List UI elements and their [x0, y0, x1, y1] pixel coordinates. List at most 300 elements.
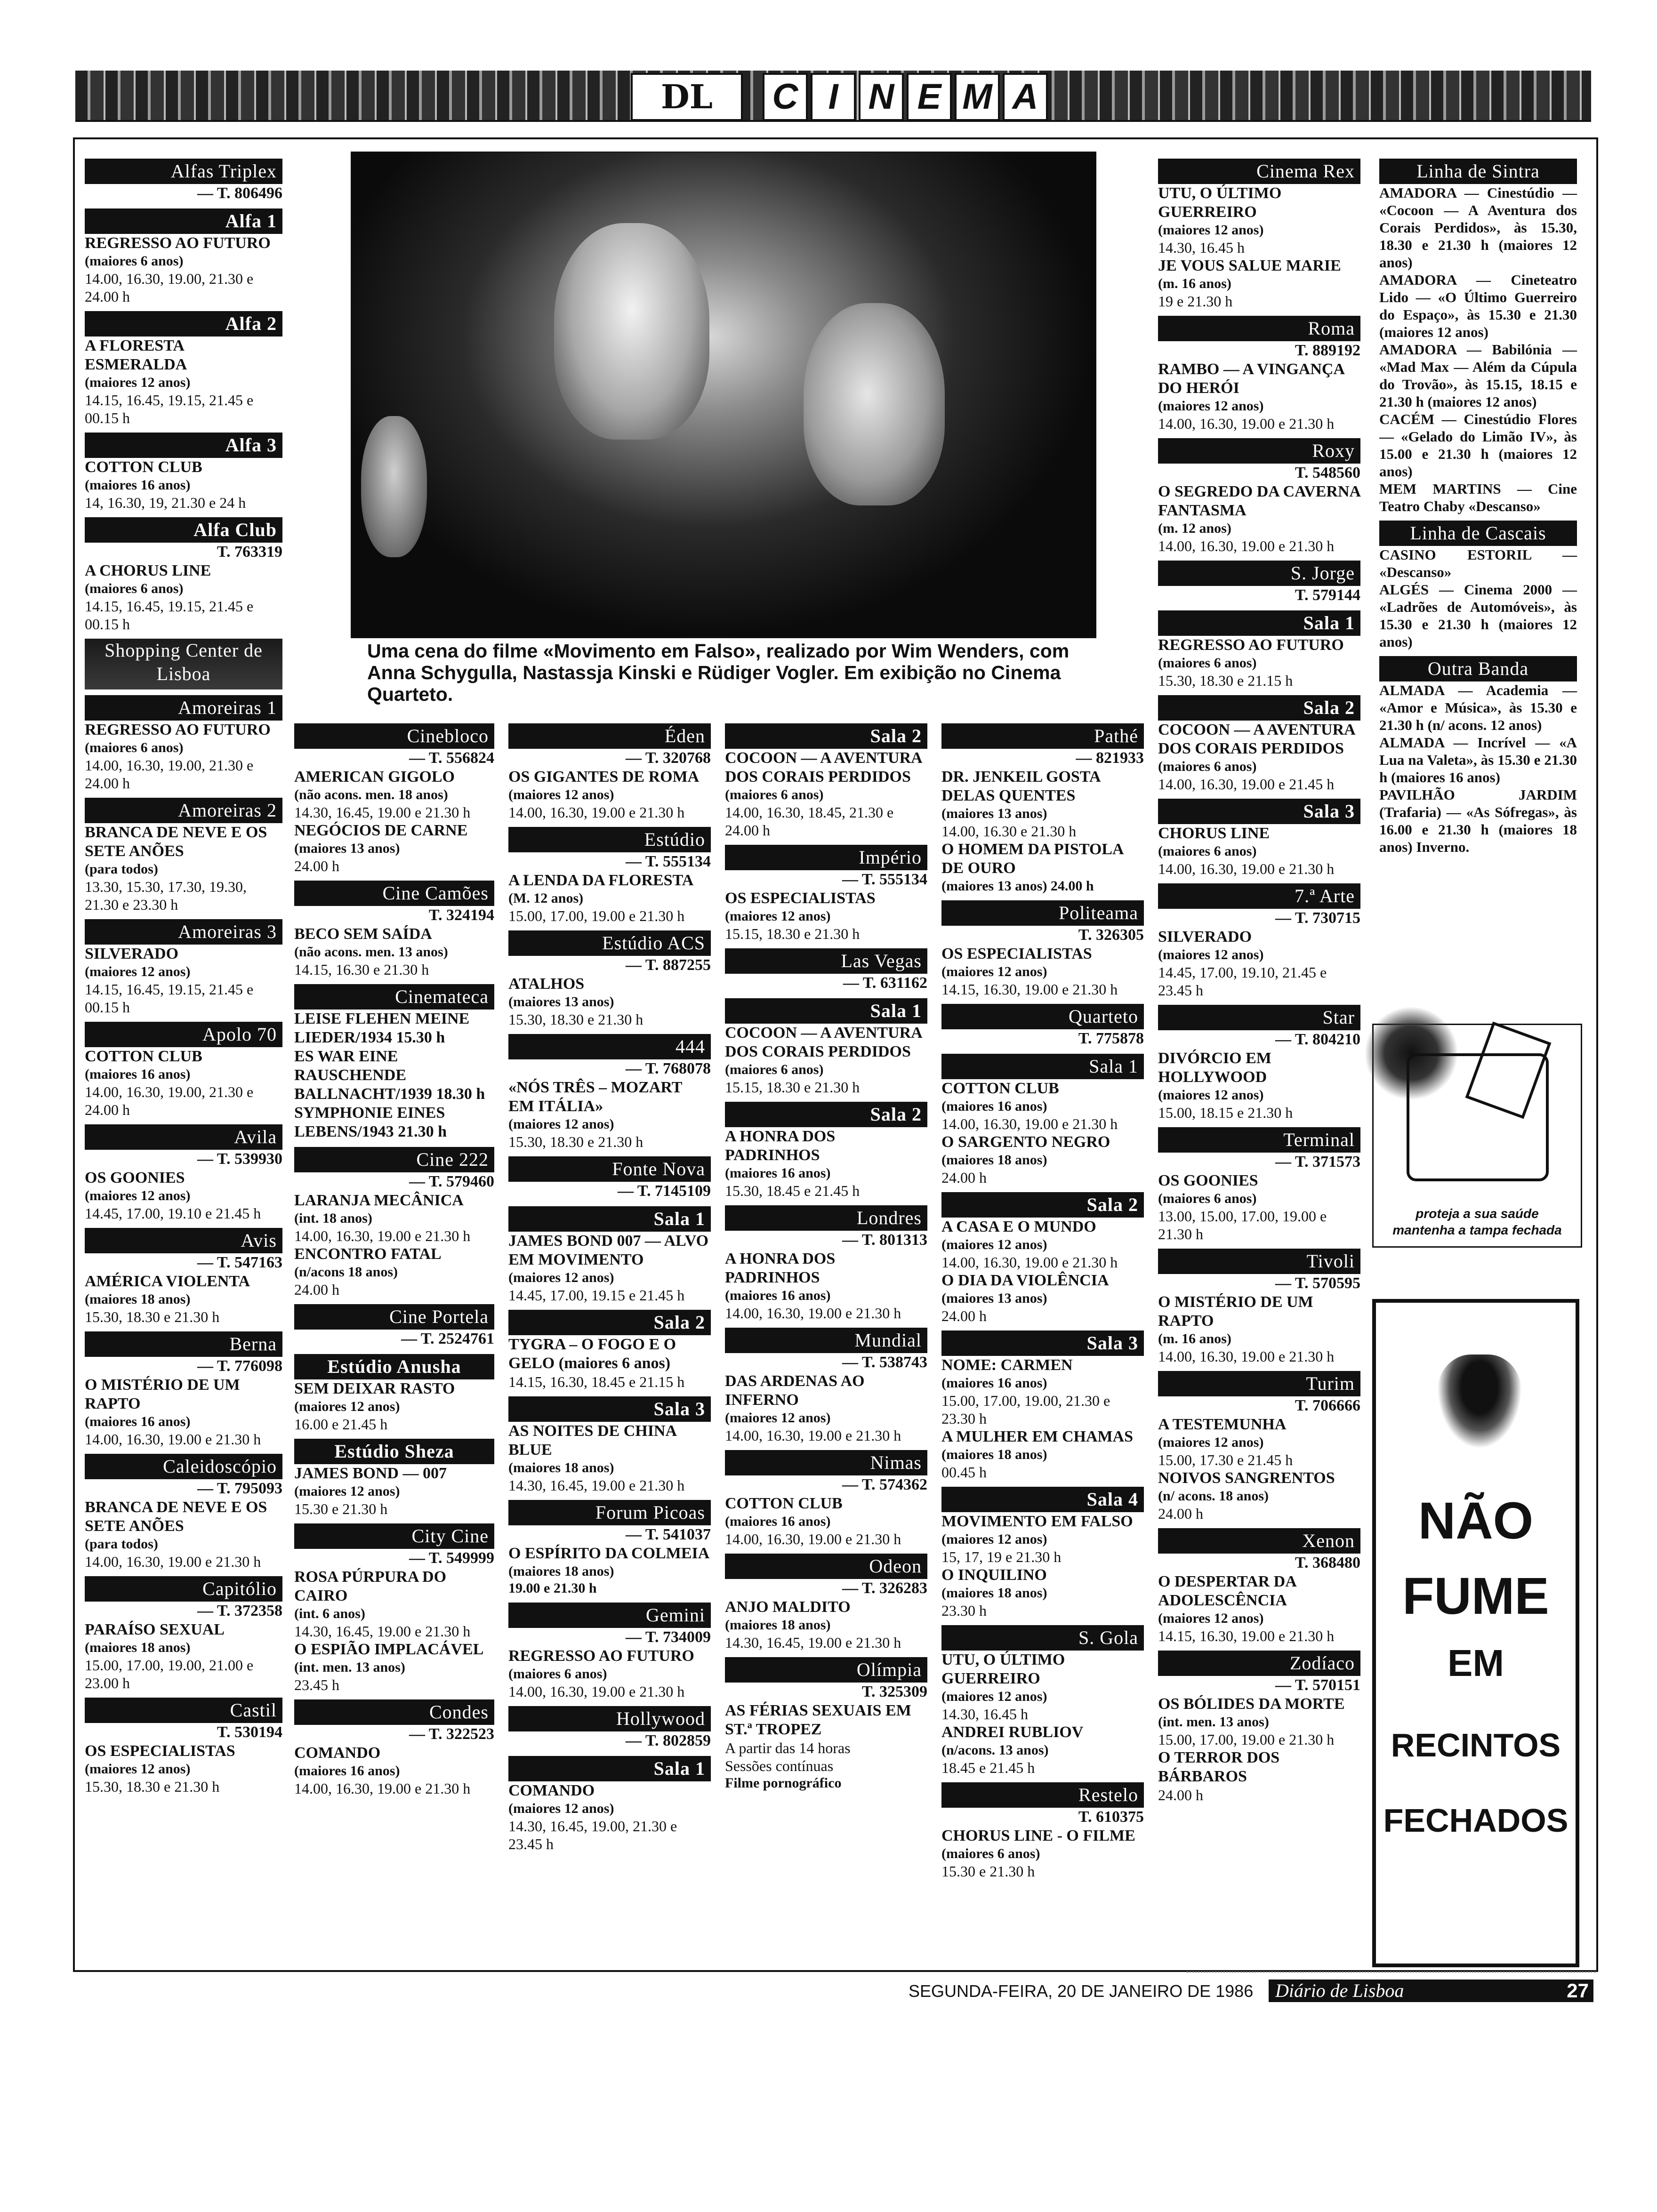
- ad-word-1: NÃO: [1418, 1492, 1534, 1550]
- cinema-phone: T. 763319: [217, 543, 282, 561]
- film-title: OS ESPECIALISTAS: [725, 890, 876, 907]
- rating-note: (maiores 16 anos): [294, 1763, 400, 1779]
- section-letter: A: [1003, 73, 1048, 121]
- rating-note: (maiores 18 anos): [508, 1563, 614, 1579]
- film-title: REGRESSO AO FUTURO: [1158, 636, 1344, 654]
- listings-column-6: [1158, 153, 1360, 1804]
- showtimes: 15.00, 17.00, 19.00, 21.30 e 23.30 h: [941, 1392, 1110, 1427]
- rating-note: (maiores 13 anos): [941, 806, 1047, 821]
- rating-note: (maiores 12 anos): [941, 1689, 1047, 1704]
- cinema-listing: [85, 1124, 282, 1222]
- cinema-listing: [1158, 1005, 1360, 1122]
- cinema-phone: — T. 631162: [843, 974, 927, 992]
- cinema-listing: [1158, 1528, 1360, 1645]
- rating-note: (maiores 6 anos): [1158, 1191, 1257, 1206]
- cinema-listing: [508, 1206, 711, 1304]
- rating-note: (maiores 6 anos): [1158, 843, 1257, 859]
- showtimes: 14.30, 16.45 h: [941, 1706, 1028, 1723]
- rating-note: (int. 18 anos): [294, 1210, 372, 1226]
- background-figure-photo: [361, 416, 427, 557]
- footer-dotted-rule: [1186, 1971, 1596, 1972]
- showtimes: 14.00, 16.30, 19.00 e 21.30 h: [508, 804, 685, 821]
- cinema-listing: [1158, 1651, 1360, 1804]
- rating-note: (maiores 16 anos): [725, 1165, 831, 1181]
- cinema-listing: [294, 723, 494, 875]
- film-title: COCOON — A AVENTURA DOS CORAIS PERDIDOS: [725, 1024, 922, 1060]
- smoker-figure-icon: [1437, 1354, 1522, 1449]
- film-title: ALMADA — Incrível — «A Lua na Valeta», às 15.30 e 21.30 h (maiores 16 anos): [1379, 734, 1577, 785]
- cinema-listing: [1158, 883, 1360, 999]
- rating-note: (maiores 12 anos): [294, 1399, 400, 1414]
- rating-note: (maiores 18 anos): [85, 1640, 191, 1655]
- cinema-phone: T. 775878: [1078, 1030, 1144, 1047]
- rating-note: (maiores 13 anos) 24.00 h: [941, 878, 1094, 894]
- cinema-phone: T. 326305: [1078, 926, 1144, 944]
- no-smoking-ad: [1372, 1299, 1579, 1967]
- showtimes: 14.30, 16.45, 19.00, 21.30 e 23.45 h: [508, 1818, 677, 1852]
- showtimes: 14.00, 16.30, 19.00, 21.30 e 24.00 h: [85, 1083, 254, 1118]
- cinema-listing: [85, 517, 282, 633]
- rating-note: (int. men. 13 anos): [294, 1659, 405, 1675]
- actress-face-photo: [804, 303, 945, 505]
- cinema-name-header: Império: [725, 845, 927, 870]
- cinema-phone: — T. 538743: [842, 1354, 927, 1371]
- showtimes: 13.00, 15.00, 17.00, 19.00 e 21.30 h: [1158, 1208, 1327, 1242]
- showtimes: 23.45 h: [294, 1676, 339, 1693]
- cinema-phone: — T. 802859: [625, 1732, 711, 1749]
- cinema-name-header: Cinemateca: [294, 984, 494, 1010]
- showtimes: 14.15, 16.30, 18.45 e 21.15 h: [508, 1373, 685, 1390]
- rating-note: (maiores 12 anos): [1158, 1087, 1264, 1103]
- page-number: 27: [1567, 1980, 1589, 2002]
- cinema-listing: [85, 1228, 282, 1326]
- showtimes: Sessões contínuas: [725, 1757, 834, 1774]
- rating-note: (maiores 13 anos): [294, 841, 400, 856]
- rating-note: (int. men. 13 anos): [1158, 1714, 1269, 1730]
- cinema-listing: [725, 1205, 927, 1322]
- cinema-phone: — T. 579460: [409, 1173, 494, 1190]
- rating-note: (n/acons 18 anos): [294, 1264, 398, 1280]
- cinema-phone: T. 889192: [1295, 342, 1360, 359]
- film-title: CASINO ESTORIL — «Descanso»: [1379, 546, 1577, 580]
- cinema-listing: [941, 1004, 1144, 1048]
- cinema-listing: [85, 639, 282, 689]
- showtimes: 15.15, 18.30 e 21.30 h: [725, 1079, 860, 1096]
- cinema-name-header: Londres: [725, 1205, 927, 1231]
- rating-note: (maiores 16 anos): [941, 1098, 1047, 1114]
- showtimes: 24.00 h: [1158, 1787, 1203, 1803]
- showtimes: 14.00, 16.30, 19.00 e 21.30 h: [1158, 860, 1335, 877]
- cinema-phone: — T. 372358: [197, 1602, 282, 1619]
- cinema-name-header: Sala 4: [941, 1487, 1144, 1512]
- showtimes: 14.00, 16.30, 19.00 e 21.30 h: [1158, 537, 1335, 554]
- rating-note: (maiores 12 anos): [508, 1801, 614, 1816]
- cinema-name-header: Sala 1: [941, 1054, 1144, 1079]
- film-title: ES WAR EINE RAUSCHENDE BALLNACHT/1939 18.30 h: [294, 1048, 485, 1103]
- film-title: TYGRA – O FOGO E O GELO (maiores 6 anos): [508, 1336, 676, 1372]
- cinema-listing: [1379, 159, 1577, 515]
- rating-note: (para todos): [85, 861, 158, 877]
- film-title: PARAÍSO SEXUAL: [85, 1621, 225, 1638]
- cinema-name-header: Sala 2: [725, 723, 927, 749]
- rating-note: (para todos): [85, 1536, 158, 1552]
- cinema-name-header: Forum Picoas: [508, 1500, 711, 1525]
- film-title: ROSA PÚRPURA DO CAIRO: [294, 1568, 447, 1604]
- cinema-listing: [1379, 521, 1577, 650]
- cinema-name-header: Roma: [1158, 316, 1360, 341]
- cinema-listing: [508, 1310, 711, 1391]
- showtimes: 15.15, 18.30 e 21.30 h: [725, 925, 860, 942]
- showtimes: 13.30, 15.30, 17.30, 19.30, 21.30 e 23.30 h: [85, 878, 247, 913]
- cinema-listing: [1158, 799, 1360, 878]
- showtimes: 14.00, 16.30, 19.00 e 21.30 h: [941, 1115, 1118, 1132]
- showtimes: 14.00, 16.30, 19.00 e 21.30 h: [725, 1305, 901, 1322]
- showtimes: 24.00 h: [1158, 1505, 1203, 1522]
- film-title: SILVERADO: [1158, 928, 1252, 946]
- cinema-name-header: Sala 3: [941, 1330, 1144, 1356]
- showtimes: 15.00, 17.00, 19.00, 21.00 e 23.00 h: [85, 1657, 254, 1691]
- showtimes: 15, 17, 19 e 21.30 h: [941, 1548, 1062, 1565]
- film-title: BECO SEM SAÍDA: [294, 925, 432, 943]
- film-title: RAMBO — A VINGANÇA DO HERÓI: [1158, 361, 1344, 397]
- cinema-name-header: Alfas Triplex: [85, 159, 282, 184]
- showtimes: 19 e 21.30 h: [1158, 293, 1233, 310]
- cinema-name-header: Estúdio Sheza: [294, 1439, 494, 1464]
- showtimes: 14.30, 16.45, 19.00 e 21.30 h: [725, 1634, 901, 1651]
- film-title: AMÉRICA VIOLENTA: [85, 1273, 250, 1290]
- showtimes: 14.15, 16.45, 19.15, 21.45 e 00.15 h: [85, 598, 254, 633]
- rating-note: (maiores 6 anos): [725, 787, 824, 802]
- film-title: COMANDO: [508, 1782, 595, 1799]
- rating-note: (maiores 13 anos): [508, 994, 614, 1010]
- section-letter: I: [811, 73, 856, 121]
- rating-note: (maiores 12 anos): [1158, 398, 1264, 414]
- cinema-listing: [1158, 438, 1360, 555]
- film-title: O ESPIÃO IMPLACÁVEL: [294, 1641, 484, 1658]
- cinema-name-header: Zodíaco: [1158, 1651, 1360, 1676]
- showtimes: 14.15, 16.30, 19.00 e 21.30 h: [1158, 1627, 1335, 1644]
- cinema-listing: [941, 1782, 1144, 1880]
- rating-note: (n/ acons. 18 anos): [1158, 1488, 1269, 1504]
- health-ad: [1372, 1024, 1582, 1248]
- film-title: ANJO MALDITO: [725, 1598, 851, 1616]
- cinema-name-header: Star: [1158, 1005, 1360, 1030]
- film-title: REGRESSO AO FUTURO: [508, 1647, 694, 1665]
- showtimes: 24.00 h: [941, 1307, 987, 1324]
- cinema-name-header: Terminal: [1158, 1127, 1360, 1153]
- cinema-listing: [508, 1396, 711, 1494]
- film-title: COTTON CLUB: [725, 1495, 843, 1512]
- film-title: OS ESPECIALISTAS: [85, 1742, 235, 1760]
- rating-note: (maiores 16 anos): [85, 1414, 191, 1429]
- cinema-name-header: Politeama: [941, 900, 1144, 926]
- rating-note: (maiores 13 anos): [941, 1290, 1047, 1306]
- cinema-name-header: Alfa Club: [85, 517, 282, 543]
- film-title: A MULHER EM CHAMAS: [941, 1428, 1134, 1445]
- cinema-listing: [294, 1354, 494, 1433]
- listings-column-2: [294, 718, 494, 1797]
- listings-column-1: [85, 153, 282, 1795]
- film-title: DIVÓRCIO EM HOLLYWOOD: [1158, 1050, 1271, 1086]
- film-title: OS GOONIES: [1158, 1172, 1258, 1189]
- cinema-listing: [294, 1147, 494, 1298]
- showtimes: 14.15, 16.45, 19.15, 21.45 e 00.15 h: [85, 392, 254, 426]
- rating-note: (maiores 12 anos): [941, 1531, 1047, 1547]
- film-title: A FLORESTA ESMERALDA: [85, 337, 187, 373]
- listings-column-3: [508, 718, 711, 1853]
- cinema-phone: — T. 804210: [1275, 1031, 1360, 1048]
- film-title: REGRESSO AO FUTURO: [85, 234, 271, 252]
- showtimes: 15.30, 18.30 e 21.30 h: [85, 1778, 220, 1795]
- showtimes: 14.45, 17.00, 19.15 e 21.45 h: [508, 1287, 685, 1304]
- cinema-listing: [508, 1034, 711, 1151]
- cinema-name-header: 444: [508, 1034, 711, 1059]
- cinema-listing: [508, 1706, 711, 1750]
- cinema-name-header: S. Jorge: [1158, 561, 1360, 586]
- cinema-name-header: Cinema Rex: [1158, 159, 1360, 184]
- film-title: CHORUS LINE - O FILME: [941, 1827, 1135, 1844]
- rating-note: (maiores 18 anos): [941, 1585, 1047, 1601]
- film-title: REGRESSO AO FUTURO: [85, 721, 271, 738]
- cinema-listing: [508, 1603, 711, 1700]
- footer-date: SEGUNDA-FEIRA, 20 DE JANEIRO DE 1986: [909, 1981, 1254, 2001]
- cinema-listing: [725, 1554, 927, 1651]
- cinema-listing: [725, 1450, 927, 1548]
- showtimes: 14.00, 16.30, 19.00 e 21.30 h: [85, 1431, 261, 1448]
- film-title: COTTON CLUB: [941, 1080, 1059, 1097]
- film-title: OS GOONIES: [85, 1169, 185, 1186]
- cinema-name-header: 7.ª Arte: [1158, 883, 1360, 909]
- cinema-listing: [725, 1102, 927, 1200]
- rating-note: (maiores 12 anos): [85, 375, 191, 390]
- showtimes: 15.00, 17.00, 19.00 e 21.30 h: [1158, 1731, 1335, 1748]
- cinema-phone: — T. 801313: [842, 1231, 927, 1249]
- cinema-name-header: Condes: [294, 1699, 494, 1725]
- cinema-listing: [725, 1328, 927, 1444]
- cinema-listing: [725, 948, 927, 993]
- showtimes: 14.45, 17.00, 19.10 e 21.45 h: [85, 1205, 261, 1222]
- rating-note: (maiores 6 anos): [85, 253, 184, 269]
- showtimes: 14.00, 16.30 e 21.30 h: [941, 823, 1077, 840]
- cinema-phone: — T. 730715: [1275, 909, 1360, 927]
- cinema-listing: [1158, 1249, 1360, 1365]
- cinema-phone: — T. 734009: [625, 1628, 711, 1646]
- cinema-phone: — T. 541037: [625, 1526, 711, 1543]
- cinema-name-header: Amoreiras 2: [85, 798, 282, 823]
- rating-note: Filme pornográfico: [725, 1775, 842, 1791]
- section-title: [763, 73, 1051, 117]
- showtimes: 14.30, 16.45, 19.00 e 21.30 h: [294, 804, 471, 821]
- showtimes: 14.00, 16.30, 19.00 e 21.30 h: [725, 1427, 901, 1444]
- cinema-name-header: Outra Banda: [1379, 656, 1577, 681]
- rating-note: (maiores 12 anos): [1158, 222, 1264, 238]
- cinema-name-header: Cinebloco: [294, 723, 494, 749]
- cinema-listing: [508, 1756, 711, 1853]
- cinema-name-header: Castil: [85, 1698, 282, 1723]
- film-title: O DIA DA VIOLÊNCIA: [941, 1272, 1109, 1289]
- rating-note: (maiores 12 anos): [1158, 947, 1264, 962]
- rating-note: (n/acons. 13 anos): [941, 1742, 1049, 1758]
- rating-note: (maiores 12 anos): [941, 1237, 1047, 1252]
- cinema-name-header: Las Vegas: [725, 948, 927, 974]
- cinema-listing: [941, 1330, 1144, 1481]
- cinema-listing: [725, 998, 927, 1096]
- film-title: «NÓS TRÊS – MOZART EM ITÁLIA»: [508, 1079, 682, 1115]
- film-title: COMANDO: [294, 1744, 381, 1762]
- film-title: OS GIGANTES DE ROMA: [508, 768, 700, 785]
- rating-note: (maiores 16 anos): [941, 1375, 1047, 1391]
- cinema-phone: T. 324194: [428, 906, 494, 924]
- film-title: A HONRA DOS PADRINHOS: [725, 1128, 836, 1164]
- film-title: ENCONTRO FATAL: [294, 1245, 442, 1263]
- cinema-phone: — T. 7145109: [617, 1182, 711, 1200]
- cinema-listing: [85, 1331, 282, 1448]
- cinema-phone: — T. 371573: [1275, 1153, 1360, 1170]
- cinema-phone: T. 368480: [1295, 1554, 1360, 1571]
- cinema-listing: [941, 1487, 1144, 1619]
- film-title: O MISTÉRIO DE UM RAPTO: [85, 1376, 240, 1412]
- cinema-listing: [941, 1625, 1144, 1777]
- showtimes: 15.30, 18.30 e 21.30 h: [508, 1133, 643, 1150]
- actor-face-photo: [554, 223, 709, 440]
- showtimes: 15.30 e 21.30 h: [941, 1863, 1035, 1880]
- listings-column-5: [941, 718, 1144, 1880]
- cinema-name-header: Linha de Cascais: [1379, 521, 1577, 546]
- cinema-listing: [85, 1454, 282, 1571]
- cinema-name-header: Sala 1: [1158, 610, 1360, 636]
- cinema-name-header: Amoreiras 1: [85, 695, 282, 721]
- film-title: JE VOUS SALUE MARIE: [1158, 257, 1341, 274]
- cinema-name-header: Apolo 70: [85, 1022, 282, 1047]
- cinema-listing: [941, 1054, 1144, 1186]
- showtimes: 14, 16.30, 19, 21.30 e 24 h: [85, 494, 246, 511]
- cinema-name-header: Caleidoscópio: [85, 1454, 282, 1479]
- cinema-listing: [725, 845, 927, 943]
- film-title: NEGÓCIOS DE CARNE: [294, 822, 468, 839]
- film-title: UTU, O ÚLTIMO GUERREIRO: [1158, 184, 1282, 221]
- cinema-name-header: Sala 2: [1158, 695, 1360, 721]
- cinema-listing: [1158, 610, 1360, 689]
- showtimes: 14.00, 16.30, 19.00 e 21.30 h: [85, 1553, 261, 1570]
- ad-word-4: RECINTOS: [1391, 1727, 1561, 1763]
- cinema-phone: — T. 326283: [842, 1579, 927, 1597]
- film-title: AS NOITES DE CHINA BLUE: [508, 1422, 676, 1459]
- showtimes: 14.00, 16.30, 19.00 e 21.30 h: [508, 1683, 685, 1700]
- ad-word-5: FECHADOS: [1383, 1802, 1569, 1839]
- film-title: ANDREI RUBLIOV: [941, 1723, 1084, 1741]
- showtimes: 14.00, 16.30, 19.00 e 21.30 h: [1158, 1348, 1335, 1365]
- showtimes: 14.30, 16.45, 19.00 e 21.30 h: [294, 1623, 471, 1640]
- rating-note: (maiores 6 anos): [941, 1846, 1040, 1861]
- cinema-name-header: Pathé: [941, 723, 1144, 749]
- showtimes: 14.15, 16.30 e 21.30 h: [294, 961, 429, 978]
- rating-note: (maiores 12 anos): [1158, 1435, 1264, 1450]
- film-title: O HOMEM DA PISTOLA DE OURO: [941, 841, 1123, 877]
- film-title: SEM DEIXAR RASTO: [294, 1380, 455, 1397]
- cinema-phone: T. 706666: [1295, 1397, 1360, 1414]
- cinema-name-header: Mundial: [725, 1328, 927, 1353]
- cinema-name-header: Cine 222: [294, 1147, 494, 1172]
- rating-note: (maiores 16 anos): [85, 1066, 191, 1082]
- film-title: COCOON — A AVENTURA DOS CORAIS PERDIDOS: [725, 749, 922, 785]
- film-title: O DESPERTAR DA ADOLESCÊNCIA: [1158, 1573, 1296, 1609]
- cinema-name-header: Alfa 3: [85, 433, 282, 458]
- cinema-name-header: Alfa 2: [85, 311, 282, 337]
- cinema-name-header: Sala 2: [508, 1310, 711, 1335]
- rating-note: (maiores 6 anos): [508, 1666, 607, 1682]
- showtimes: 14.45, 17.00, 19.10, 21.45 e 23.45 h: [1158, 964, 1327, 999]
- cinema-phone: — T. 574362: [842, 1476, 927, 1493]
- cinema-name-header: Avis: [85, 1228, 282, 1253]
- cinema-name-header: Berna: [85, 1331, 282, 1357]
- film-title: NOME: CARMEN: [941, 1356, 1073, 1374]
- showtimes: 14.15, 16.45, 19.15, 21.45 e 00.15 h: [85, 981, 254, 1016]
- cinema-phone: T. 579144: [1295, 586, 1360, 604]
- film-title: O TERROR DOS BÁRBAROS: [1158, 1749, 1280, 1785]
- cinema-listing: [294, 1304, 494, 1348]
- film-title: DR. JENKEIL GOSTA DELAS QUENTES: [941, 768, 1100, 804]
- film-title: ATALHOS: [508, 975, 585, 993]
- cinema-listing: [85, 695, 282, 792]
- cinema-name-header: Odeon: [725, 1554, 927, 1579]
- film-title: SYMPHONIE EINES LEBENS/1943 21.30 h: [294, 1104, 447, 1140]
- showtimes: 15.30 e 21.30 h: [294, 1500, 388, 1517]
- cinema-phone: — T. 322523: [409, 1725, 494, 1743]
- film-title: O ESPÍRITO DA COLMEIA: [508, 1545, 710, 1562]
- rating-note: (maiores 6 anos): [725, 1062, 824, 1077]
- showtimes: 14.00, 16.30, 19.00 e 21.30 h: [294, 1227, 471, 1244]
- showtimes: 15.30, 18.45 e 21.45 h: [725, 1182, 860, 1199]
- film-title: AMADORA — Babilónia — «Mad Max — Além da Cúpula do Trovão», às 15.15, 18.15 e 21.30 h (maiores 12 anos): [1379, 341, 1577, 410]
- film-title: AMADORA — Cinestúdio — «Cocoon — A Aventura dos Corais Perdidos», às 15.30, 18.30 e 21.30 h (maiores 12 anos): [1379, 184, 1577, 271]
- cinema-phone: — T. 555134: [625, 853, 711, 870]
- rating-note: (maiores 12 anos): [508, 1116, 614, 1132]
- cinema-listing: [1158, 1371, 1360, 1523]
- film-title: OS BÓLIDES DA MORTE: [1158, 1695, 1345, 1713]
- rating-note: (maiores 12 anos): [941, 964, 1047, 979]
- cinema-phone: — T. 555134: [842, 871, 927, 888]
- rating-note: (maiores 12 anos): [1158, 1611, 1264, 1626]
- rating-note: (maiores 12 anos): [85, 1761, 191, 1777]
- cinema-name-header: Roxy: [1158, 438, 1360, 464]
- cinema-name-header: Olímpia: [725, 1657, 927, 1683]
- showtimes: 15.00, 18.15 e 21.30 h: [1158, 1104, 1293, 1121]
- cinema-phone: — T. 556824: [409, 749, 494, 767]
- showtimes: 15.00, 17.00, 19.00 e 21.30 h: [508, 907, 685, 924]
- cinema-name-header: Capitólio: [85, 1576, 282, 1602]
- cinema-name-header: Linha de Sintra: [1379, 159, 1577, 184]
- film-title: PAVILHÃO JARDIM (Trafaria) — «As Sófregas», às 16.00 e 21.30 h (maiores 18 anos) Inverno.: [1379, 786, 1577, 855]
- film-title: SILVERADO: [85, 945, 179, 962]
- cinema-listing: [294, 1523, 494, 1694]
- cinema-listing: [85, 1576, 282, 1692]
- cinema-listing: [725, 1657, 927, 1792]
- cinema-phone: T. 610375: [1078, 1808, 1144, 1826]
- cinema-name-header: Tivoli: [1158, 1249, 1360, 1274]
- cinema-listing: [725, 723, 927, 839]
- showtimes: 18.45 e 21.45 h: [941, 1759, 1035, 1776]
- cinema-phone: — T. 539930: [197, 1150, 282, 1168]
- film-title: A TESTEMUNHA: [1158, 1416, 1287, 1433]
- film-title: CHORUS LINE: [1158, 825, 1270, 842]
- film-title: AMADORA — Cineteatro Lido — «O Último Guerreiro do Espaço», às 15.30 e 21.30 (maiores 12 anos): [1379, 272, 1577, 340]
- cinema-name-header: Xenon: [1158, 1528, 1360, 1554]
- cinema-name-header: Éden: [508, 723, 711, 749]
- cinema-phone: — 821933: [1076, 749, 1144, 767]
- cinema-name-header: Sala 3: [508, 1396, 711, 1422]
- film-title: COTTON CLUB: [85, 1048, 202, 1065]
- regional-listings-column: [1379, 153, 1577, 856]
